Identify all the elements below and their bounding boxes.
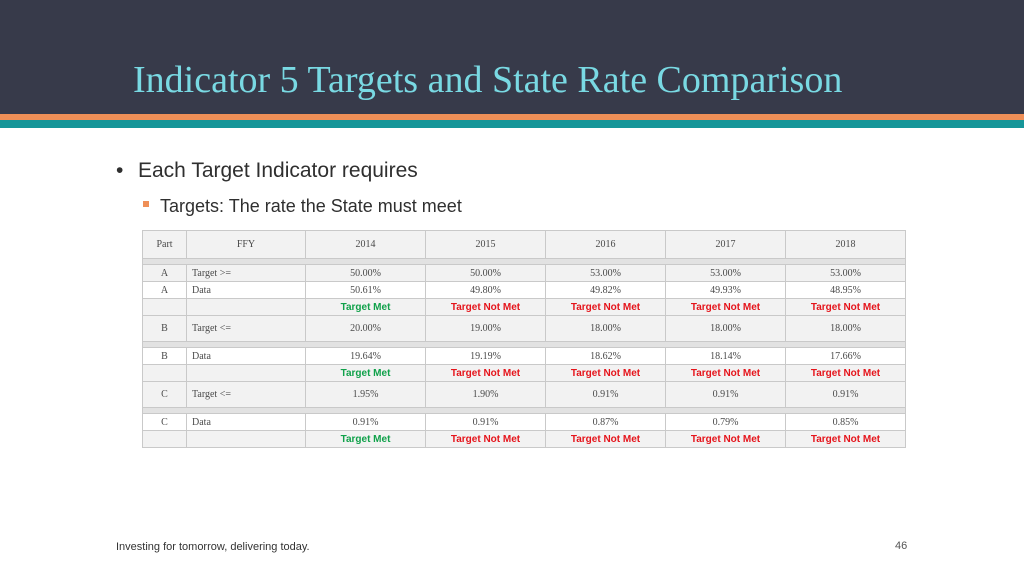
status-cell: Target Not Met bbox=[786, 299, 906, 316]
targets-table bbox=[142, 230, 906, 448]
header-2014: 2014 bbox=[306, 231, 426, 259]
ffy-cell: Data bbox=[187, 348, 306, 365]
value-cell: 0.85% bbox=[786, 414, 906, 431]
value-cell: 53.00% bbox=[786, 265, 906, 282]
part-cell: B bbox=[143, 348, 187, 365]
table-row-status bbox=[143, 365, 906, 382]
header-2018: 2018 bbox=[786, 231, 906, 259]
status-cell: Target Not Met bbox=[426, 431, 546, 448]
slide-title: Indicator 5 Targets and State Rate Comparison bbox=[133, 59, 843, 101]
value-cell: 18.00% bbox=[546, 316, 666, 342]
ffy-cell: Target <= bbox=[187, 382, 306, 408]
value-cell: 50.00% bbox=[306, 265, 426, 282]
table-row-status bbox=[143, 299, 906, 316]
value-cell: 1.90% bbox=[426, 382, 546, 408]
ffy-cell: Data bbox=[187, 282, 306, 299]
header-ffy: FFY bbox=[187, 231, 306, 259]
ffy-cell: Target >= bbox=[187, 265, 306, 282]
bullet-1-text: Each Target Indicator requires bbox=[138, 159, 418, 182]
value-cell: 18.00% bbox=[666, 316, 786, 342]
status-cell: Target Not Met bbox=[786, 365, 906, 382]
value-cell: 17.66% bbox=[786, 348, 906, 365]
status-cell: Target Not Met bbox=[426, 365, 546, 382]
status-cell: Target Met bbox=[306, 431, 426, 448]
footer-tagline: Investing for tomorrow, delivering today. bbox=[116, 541, 310, 553]
table-row bbox=[143, 382, 906, 408]
header-2015: 2015 bbox=[426, 231, 546, 259]
ffy-cell bbox=[187, 365, 306, 382]
value-cell: 53.00% bbox=[546, 265, 666, 282]
part-cell: C bbox=[143, 382, 187, 408]
page-number: 46 bbox=[895, 540, 908, 552]
value-cell: 0.79% bbox=[666, 414, 786, 431]
part-cell bbox=[143, 299, 187, 316]
value-cell: 19.64% bbox=[306, 348, 426, 365]
value-cell: 18.14% bbox=[666, 348, 786, 365]
value-cell: 0.91% bbox=[546, 382, 666, 408]
value-cell: 49.82% bbox=[546, 282, 666, 299]
status-cell: Target Not Met bbox=[546, 365, 666, 382]
ffy-cell bbox=[187, 431, 306, 448]
header-part: Part bbox=[143, 231, 187, 259]
table-row bbox=[143, 348, 906, 365]
table-header-row bbox=[143, 231, 906, 259]
status-cell: Target Not Met bbox=[666, 431, 786, 448]
part-cell bbox=[143, 431, 187, 448]
value-cell: 1.95% bbox=[306, 382, 426, 408]
value-cell: 18.00% bbox=[786, 316, 906, 342]
part-cell bbox=[143, 365, 187, 382]
status-cell: Target Not Met bbox=[546, 431, 666, 448]
value-cell: 53.00% bbox=[666, 265, 786, 282]
part-cell: C bbox=[143, 414, 187, 431]
value-cell: 0.87% bbox=[546, 414, 666, 431]
table-row bbox=[143, 282, 906, 299]
bullet-level-2 bbox=[143, 196, 462, 217]
header-2017: 2017 bbox=[666, 231, 786, 259]
value-cell: 19.00% bbox=[426, 316, 546, 342]
table-row bbox=[143, 265, 906, 282]
status-cell: Target Not Met bbox=[666, 299, 786, 316]
status-cell: Target Met bbox=[306, 299, 426, 316]
ffy-cell: Data bbox=[187, 414, 306, 431]
value-cell: 50.61% bbox=[306, 282, 426, 299]
value-cell: 49.80% bbox=[426, 282, 546, 299]
table-row bbox=[143, 414, 906, 431]
bullet-square-icon bbox=[143, 201, 149, 207]
value-cell: 0.91% bbox=[786, 382, 906, 408]
value-cell: 0.91% bbox=[666, 382, 786, 408]
table-row-status bbox=[143, 431, 906, 448]
bullet-level-1 bbox=[116, 159, 418, 183]
status-cell: Target Not Met bbox=[786, 431, 906, 448]
value-cell: 48.95% bbox=[786, 282, 906, 299]
status-cell: Target Not Met bbox=[426, 299, 546, 316]
status-cell: Target Not Met bbox=[546, 299, 666, 316]
value-cell: 20.00% bbox=[306, 316, 426, 342]
header-2016: 2016 bbox=[546, 231, 666, 259]
table-row bbox=[143, 316, 906, 342]
part-cell: A bbox=[143, 282, 187, 299]
ffy-cell: Target <= bbox=[187, 316, 306, 342]
part-cell: B bbox=[143, 316, 187, 342]
value-cell: 0.91% bbox=[426, 414, 546, 431]
value-cell: 18.62% bbox=[546, 348, 666, 365]
part-cell: A bbox=[143, 265, 187, 282]
accent-stripe-teal bbox=[0, 120, 1024, 128]
status-cell: Target Not Met bbox=[666, 365, 786, 382]
status-cell: Target Met bbox=[306, 365, 426, 382]
ffy-cell bbox=[187, 299, 306, 316]
value-cell: 19.19% bbox=[426, 348, 546, 365]
value-cell: 49.93% bbox=[666, 282, 786, 299]
bullet-2-text: Targets: The rate the State must meet bbox=[160, 196, 462, 216]
value-cell: 50.00% bbox=[426, 265, 546, 282]
value-cell: 0.91% bbox=[306, 414, 426, 431]
bullet-dot-icon: • bbox=[116, 159, 124, 182]
